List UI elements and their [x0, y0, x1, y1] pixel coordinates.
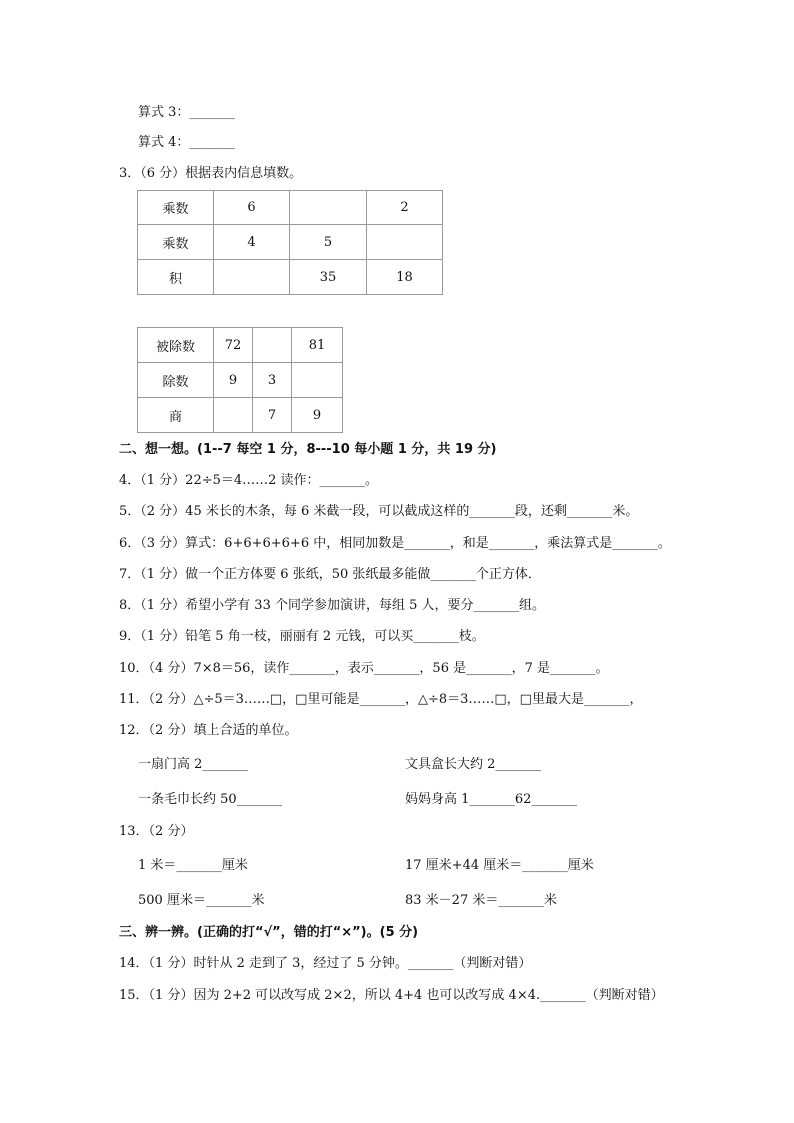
table-cell: 除数: [138, 363, 214, 398]
question-13-item-d: 83 米－27 米＝_______米: [405, 893, 557, 908]
table-cell: 3: [253, 363, 292, 398]
table-cell: 18: [367, 260, 443, 295]
multiplication-table: [137, 190, 443, 295]
question-12-item-towel: 一条毛巾长约 50_______: [138, 792, 283, 807]
table-cell: 商: [138, 398, 214, 433]
question-12-item-pencil-box: 文具盒长大约 2_______: [405, 757, 541, 772]
question-12-item-mom-height: 妈妈身高 1_______62_______: [405, 792, 577, 807]
question-15: 15．（1 分）因为 2+2 可以改写成 2×2，所以 4+4 也可以改写成 4×4._______（判断对错）: [119, 988, 664, 1003]
table-cell: [214, 260, 290, 295]
division-table: [137, 327, 343, 433]
question-12: 12．（2 分）填上合适的单位。: [119, 723, 298, 738]
table-cell: 7: [253, 398, 292, 433]
table-cell: 5: [290, 225, 367, 260]
table-cell: 4: [214, 225, 290, 260]
table-cell: 2: [367, 191, 443, 225]
table-cell: [290, 191, 367, 225]
question-10: 10．（4 分）7×8＝56，读作_______，表示_______，56 是_______，7 是_______。: [119, 661, 609, 676]
question-5: 5．（2 分）45 米长的木条，每 6 米截一段，可以截成这样的_______段，还剩_______米。: [119, 504, 639, 519]
question-7: 7．（1 分）做一个正方体要 6 张纸，50 张纸最多能做_______个正方体．: [119, 567, 541, 582]
question-14: 14．（1 分）时针从 2 走到了 3，经过了 5 分钟。_______（判断对错）: [119, 956, 532, 971]
formula-4-line: 算式 4：_______: [138, 135, 235, 150]
question-13-item-a: 1 米＝_______厘米: [138, 858, 248, 873]
question-13-item-c: 500 厘米＝_______米: [138, 893, 265, 908]
section-2-heading: 二、想一想。(1--7 每空 1 分，8---10 每小题 1 分，共 19 分): [119, 442, 497, 457]
table-cell: 乘数: [138, 191, 214, 225]
table-cell: 81: [292, 328, 343, 363]
table-cell: 6: [214, 191, 290, 225]
table-cell: [292, 363, 343, 398]
question-13-item-b: 17 厘米+44 厘米＝_______厘米: [405, 858, 594, 873]
table-cell: 被除数: [138, 328, 214, 363]
table-cell: 9: [214, 363, 253, 398]
table-cell: 72: [214, 328, 253, 363]
section-3-heading: 三、辨一辨。(正确的打“√”，错的打“×”)。(5 分): [119, 925, 419, 940]
table-cell: [253, 328, 292, 363]
formula-3-line: 算式 3：_______: [138, 105, 235, 120]
question-3: 3．（6 分）根据表内信息填数。: [119, 166, 303, 181]
question-4: 4．（1 分）22÷5＝4……2 读作：_______。: [119, 473, 379, 488]
question-6: 6．（3 分）算式：6+6+6+6+6 中，相同加数是_______，和是_______，乘法算式是_______。: [119, 536, 671, 551]
question-9: 9．（1 分）铅笔 5 角一枝，丽丽有 2 元钱，可以买_______枝。: [119, 629, 485, 644]
question-12-item-door: 一扇门高 2_______: [138, 757, 248, 772]
table-cell: 9: [292, 398, 343, 433]
table-cell: 乘数: [138, 225, 214, 260]
table-cell: 35: [290, 260, 367, 295]
table-cell: 积: [138, 260, 214, 295]
question-13: 13．（2 分）: [119, 824, 194, 839]
table-cell: [214, 398, 253, 433]
question-8: 8．（1 分）希望小学有 33 个同学参加演讲，每组 5 人，要分_______组。: [119, 598, 546, 613]
table-cell: [367, 225, 443, 260]
question-11: 11．（2 分）△÷5＝3……□，□里可能是_______，△÷8＝3……□，□里最大是_______，: [119, 692, 643, 707]
